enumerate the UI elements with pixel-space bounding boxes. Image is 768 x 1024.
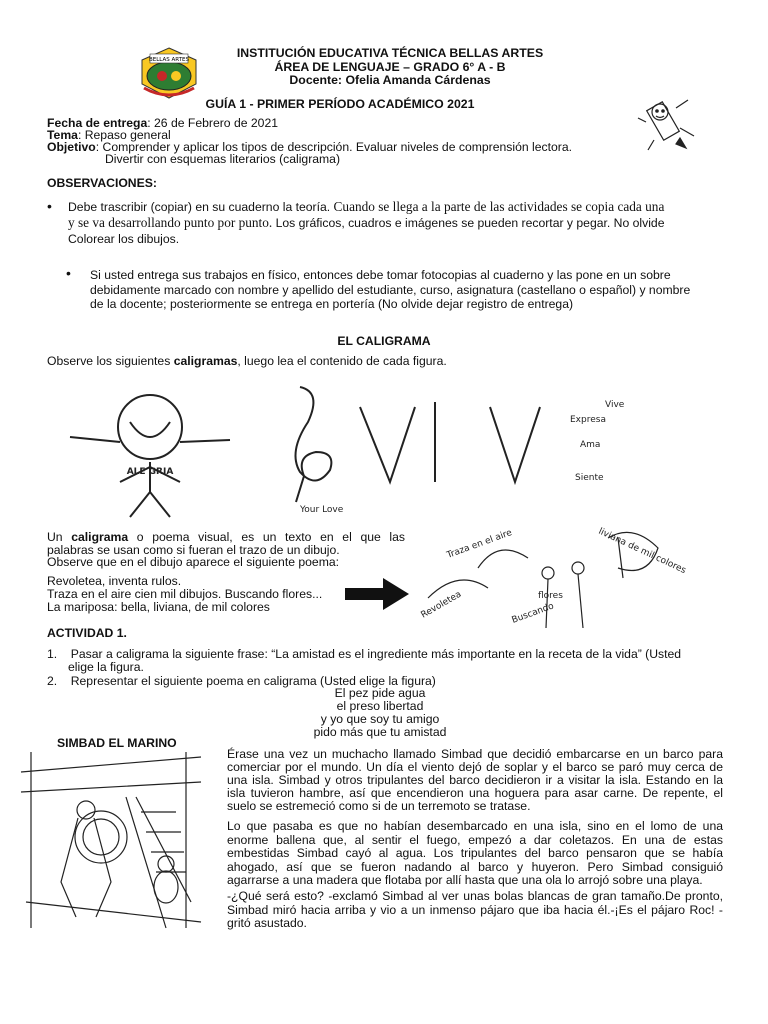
caligrama-intro: Observe los siguientes caligramas, luego lea el contenido de cada figura. xyxy=(47,354,447,368)
activity-title: ACTIVIDAD 1. xyxy=(47,626,127,640)
fish-poem: El pez pide agua el preso libertad y yo que soy tu amigo pido más que tu amistad xyxy=(313,686,447,739)
calligram-clef-figure xyxy=(296,387,344,515)
calligram-vive-figure xyxy=(360,400,625,483)
butterfly-calligram-figure xyxy=(418,518,688,638)
calligram-liviana: liviana de mil colores xyxy=(596,526,688,577)
calligram-traza: Traza en el aire xyxy=(445,527,514,561)
calligram-expresa: Expresa xyxy=(570,415,606,425)
area-grade: ÁREA DE LENGUAJE – GRADO 6° A - B xyxy=(274,60,506,74)
calligram-your-love: Your Love xyxy=(300,505,344,515)
calligram-ama: Ama xyxy=(580,440,601,450)
pencil-mascot-icon xyxy=(636,92,700,154)
calligram-figures xyxy=(60,372,640,522)
delivery-date: Fecha de entrega: 26 de Febrero de 2021 xyxy=(47,116,279,130)
calligram-flores: flores xyxy=(538,591,563,601)
caligrama-definition: Un caligrama o poema visual, es un texto en el que las palabras se usan como si fueran el trazo de un dibujo. Observe que en el dibujo aparece el siguiente poema: xyxy=(47,530,405,569)
calligram-siente: Siente xyxy=(575,473,604,483)
story-paragraph-3: -¿Qué será esto? -exclamó Simbad al ver unas bolas blancas de gran tamaño.De pronto, Simbad miró hacia arriba y vio a un inmenso pájaro que iba hacia él.-¡Es el pájaro Roc! - gritó asustado. xyxy=(227,889,723,930)
bullet-icon: • xyxy=(66,265,71,281)
activity-item-2: 2. Representar el siguiente poema en caligrama (Usted elige la figura) xyxy=(47,674,436,688)
story-paragraph-2: Lo que pasaba es que no habían desembarcado en una isla, sino en el lomo de una enorme ballena que, al sentir el fuego, empezó a dar coletazos. En una de estas embestidas Simbad cayó al agua. Los tripulantes del barco pensaron que se había ahogado, así que se fueron nadando al barco y huyeron. Pero Simbad consiguió agarrarse a una madera que flotaba por allí hasta que una ola lo arrojó sobre una playa. xyxy=(227,819,723,887)
observations-title: OBSERVACIONES: xyxy=(47,176,157,190)
story-paragraph-1: Érase una vez un muchacho llamado Simbad que decidió embarcarse en un barco para comerciar por el mundo. Un día el viento dejó de soplar y el barco se paró muy cerca de una isla. Simbad y otros tripulantes del barco decidieron ir a visitar la isla. Estando en la isla tuvieron hambre, así que encendieron una hoguera para asar carne. De repente, el suelo se estremeció como si de un terremoto se tratase. xyxy=(227,747,723,813)
calligram-word-alegria: ALE GRIA xyxy=(126,467,174,477)
arrow-right-icon xyxy=(345,578,409,610)
teacher-name: Docente: Ofelia Amanda Cárdenas xyxy=(289,73,491,87)
sinbad-illustration xyxy=(16,752,206,928)
topic: Tema: Repaso general xyxy=(47,128,171,142)
bullet-icon: • xyxy=(47,198,52,214)
guide-title: GUÍA 1 - PRIMER PERÍODO ACADÉMICO 2021 xyxy=(205,97,475,111)
calligram-person-figure xyxy=(70,395,230,517)
activity-item-1: 1. Pasar a caligrama la siguiente frase: “La amistad es el ingrediente más importante en la receta de la vida” (Usted elige la figura. xyxy=(47,647,682,674)
butterfly-poem: Revoletea, inventa rulos. Traza en el aire cien mil dibujos. Buscando flores... La mariposa: bella, liviana, de mil colores xyxy=(47,574,323,614)
observation-1: Debe trascribir (copiar) en su cuaderno la teoría. Cuando se llega a la parte de las actividades se copia cada una y se va desarrollando punto por punto. Los gráficos, cuadros e imágenes se pueden recortar y pegar. No olvide Colorear los dibujos. xyxy=(68,199,665,246)
calligram-buscando: Buscando xyxy=(510,601,556,626)
caligrama-title: EL CALIGRAMA xyxy=(337,334,431,348)
calligram-vive: Vive xyxy=(605,400,625,410)
institution-name: INSTITUCIÓN EDUCATIVA TÉCNICA BELLAS ARTES xyxy=(236,46,544,60)
calligram-revolotea: Revoletea xyxy=(419,589,464,621)
objective-line-2: Divertir con esquemas literarios (caligrama) xyxy=(105,152,341,166)
objective: Objetivo: Comprender y aplicar los tipos de descripción. Evaluar niveles de comprensión lectora. xyxy=(47,140,572,154)
observation-2: Si usted entrega sus trabajos en físico, entonces debe tomar fotocopias al cuaderno y las pone en un sobre debidamente marcado con nombre y apellido del estudiante, curso, asignatura (castellano o español) y nombre de la docente; posteriormente se entrega en portería (No olvide dejar registro de entrega) xyxy=(90,268,691,311)
logo-lettering: BELLAS ARTES xyxy=(148,57,190,63)
story-title: SIMBAD EL MARINO xyxy=(57,736,177,750)
